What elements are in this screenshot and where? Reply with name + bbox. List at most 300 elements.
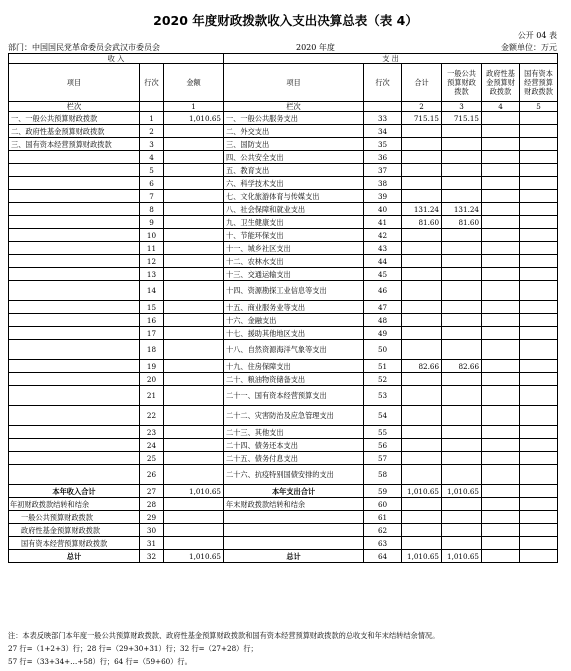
income-item-cell <box>9 426 140 439</box>
income-item-cell <box>9 229 140 242</box>
general-budget-cell <box>442 452 482 465</box>
total-cell <box>402 439 442 452</box>
general-budget-cell: 131.24 <box>442 203 482 216</box>
income-item-cell <box>9 242 140 255</box>
table-row <box>9 498 558 511</box>
general-budget-header: 一般公共预算财政拨款 <box>442 64 482 102</box>
state-capital-cell <box>520 138 558 151</box>
income-amount-header: 金额 <box>164 64 224 102</box>
table-row <box>9 327 558 340</box>
income-item-cell: 本年收入合计 <box>9 485 140 498</box>
total-cell: 131.24 <box>402 203 442 216</box>
table-row <box>9 439 558 452</box>
department-label: 部门：中国国民党革命委员会武汉市委员会 <box>8 43 160 52</box>
expense-line-cell: 42 <box>364 229 402 242</box>
income-line-cell: 9 <box>140 216 164 229</box>
footnote-line: 57 行=（33+34+…+58）行；64 行=（59+60）行。 <box>8 657 192 666</box>
expense-line-cell: 45 <box>364 268 402 281</box>
income-line-cell: 1 <box>140 112 164 125</box>
state-capital-cell <box>520 327 558 340</box>
income-line-cell: 25 <box>140 452 164 465</box>
state-capital-cell <box>520 203 558 216</box>
total-cell <box>402 255 442 268</box>
expense-item-cell: 八、社会保障和就业支出 <box>224 203 364 216</box>
total-cell <box>402 229 442 242</box>
state-capital-cell <box>520 177 558 190</box>
income-line-cell: 3 <box>140 138 164 151</box>
general-budget-cell <box>442 439 482 452</box>
income-line-cell: 24 <box>140 439 164 452</box>
income-amount-cell <box>164 190 224 203</box>
column-number-cell: 1 <box>164 102 224 112</box>
income-amount-cell <box>164 537 224 550</box>
total-cell <box>402 327 442 340</box>
general-budget-cell <box>442 340 482 360</box>
expense-line-cell: 39 <box>364 190 402 203</box>
expense-line-cell: 57 <box>364 452 402 465</box>
state-capital-cell <box>520 255 558 268</box>
expense-section-header: 支 出 <box>224 54 558 64</box>
gov-fund-cell <box>482 242 520 255</box>
general-budget-cell <box>442 465 482 485</box>
general-budget-cell <box>442 190 482 203</box>
income-item-cell <box>9 373 140 386</box>
table-row <box>9 203 558 216</box>
state-capital-cell <box>520 439 558 452</box>
income-item-cell <box>9 268 140 281</box>
general-budget-cell <box>442 426 482 439</box>
total-cell <box>402 190 442 203</box>
income-amount-cell <box>164 465 224 485</box>
table-row <box>9 465 558 485</box>
income-amount-cell <box>164 439 224 452</box>
gov-fund-cell <box>482 373 520 386</box>
expense-item-cell: 十八、自然资源海洋气象等支出 <box>224 340 364 360</box>
total-cell <box>402 242 442 255</box>
income-item-cell: 一、一般公共预算财政拨款 <box>9 112 140 125</box>
income-amount-cell <box>164 524 224 537</box>
expense-line-cell: 34 <box>364 125 402 138</box>
state-capital-cell <box>520 301 558 314</box>
form-code: 公开 04 表 <box>517 31 557 40</box>
general-budget-cell <box>442 511 482 524</box>
general-budget-cell <box>442 177 482 190</box>
total-cell <box>402 281 442 301</box>
total-cell: 82.66 <box>402 360 442 373</box>
expense-item-cell: 十三、交通运输支出 <box>224 268 364 281</box>
state-capital-cell <box>520 426 558 439</box>
column-number-row <box>9 102 558 112</box>
income-line-cell: 26 <box>140 465 164 485</box>
state-capital-cell <box>520 314 558 327</box>
table-row <box>9 452 558 465</box>
income-amount-cell <box>164 327 224 340</box>
general-budget-cell <box>442 327 482 340</box>
table-row <box>9 112 558 125</box>
expense-line-cell: 58 <box>364 465 402 485</box>
state-capital-cell <box>520 216 558 229</box>
gov-fund-cell <box>482 190 520 203</box>
table-row <box>9 125 558 138</box>
state-capital-cell <box>520 511 558 524</box>
column-number-cell <box>140 102 164 112</box>
general-budget-cell <box>442 281 482 301</box>
income-item-cell <box>9 439 140 452</box>
gov-fund-cell <box>482 406 520 426</box>
expense-line-cell: 46 <box>364 281 402 301</box>
expense-line-cell: 48 <box>364 314 402 327</box>
income-line-cell: 2 <box>140 125 164 138</box>
income-line-cell: 17 <box>140 327 164 340</box>
income-line-cell: 10 <box>140 229 164 242</box>
income-line-cell: 14 <box>140 281 164 301</box>
column-number-cell <box>364 102 402 112</box>
income-amount-cell <box>164 406 224 426</box>
gov-fund-cell <box>482 327 520 340</box>
report-meta <box>8 42 557 53</box>
total-cell: 1,010.65 <box>402 485 442 498</box>
expense-line-cell: 51 <box>364 360 402 373</box>
column-number-cell: 4 <box>482 102 520 112</box>
gov-fund-cell <box>482 314 520 327</box>
income-line-cell: 22 <box>140 406 164 426</box>
total-cell <box>402 138 442 151</box>
total-cell <box>402 301 442 314</box>
gov-fund-cell <box>482 498 520 511</box>
income-line-cell: 12 <box>140 255 164 268</box>
gov-fund-cell <box>482 465 520 485</box>
state-capital-cell <box>520 386 558 406</box>
general-budget-cell: 1,010.65 <box>442 550 482 563</box>
expense-item-cell: 十九、住房保障支出 <box>224 360 364 373</box>
income-amount-cell <box>164 452 224 465</box>
table-row <box>9 242 558 255</box>
income-line-cell: 16 <box>140 314 164 327</box>
income-line-header: 行次 <box>140 64 164 102</box>
income-item-cell: 国有资本经营预算财政拨款 <box>9 537 140 550</box>
table-row <box>9 138 558 151</box>
expense-item-cell: 六、科学技术支出 <box>224 177 364 190</box>
expense-line-cell: 44 <box>364 255 402 268</box>
state-capital-cell <box>520 465 558 485</box>
table-row <box>9 216 558 229</box>
state-capital-cell <box>520 281 558 301</box>
income-item-cell: 一般公共预算财政拨款 <box>9 511 140 524</box>
table-row <box>9 151 558 164</box>
income-amount-cell <box>164 511 224 524</box>
gov-fund-cell <box>482 151 520 164</box>
table-body <box>9 112 558 563</box>
table-row <box>9 314 558 327</box>
general-budget-cell: 81.60 <box>442 216 482 229</box>
expense-item-cell: 十七、援助其他地区支出 <box>224 327 364 340</box>
total-cell <box>402 511 442 524</box>
expense-line-cell: 47 <box>364 301 402 314</box>
gov-fund-cell <box>482 426 520 439</box>
expense-line-cell: 64 <box>364 550 402 563</box>
income-amount-cell <box>164 164 224 177</box>
gov-fund-header: 政府性基金预算财政拨款 <box>482 64 520 102</box>
expense-item-header: 项目 <box>224 64 364 102</box>
income-amount-cell <box>164 216 224 229</box>
gov-fund-cell <box>482 524 520 537</box>
total-cell <box>402 406 442 426</box>
income-item-cell <box>9 190 140 203</box>
gov-fund-cell <box>482 268 520 281</box>
expense-item-cell: 一、一般公共服务支出 <box>224 112 364 125</box>
total-cell: 1,010.65 <box>402 550 442 563</box>
general-budget-cell <box>442 125 482 138</box>
total-cell <box>402 268 442 281</box>
total-cell <box>402 125 442 138</box>
general-budget-cell <box>442 301 482 314</box>
expense-item-cell: 二十、粮油物资储备支出 <box>224 373 364 386</box>
table-row <box>9 177 558 190</box>
table-row <box>9 537 558 550</box>
gov-fund-cell <box>482 301 520 314</box>
income-item-cell <box>9 314 140 327</box>
income-amount-cell <box>164 203 224 216</box>
income-amount-cell <box>164 498 224 511</box>
income-line-cell: 29 <box>140 511 164 524</box>
expense-line-cell: 52 <box>364 373 402 386</box>
expense-item-cell: 二十三、其他支出 <box>224 426 364 439</box>
table-row <box>9 550 558 563</box>
income-line-cell: 28 <box>140 498 164 511</box>
state-capital-cell <box>520 485 558 498</box>
total-cell <box>402 151 442 164</box>
state-capital-cell <box>520 125 558 138</box>
table-row <box>9 373 558 386</box>
income-item-cell: 三、国有资本经营预算财政拨款 <box>9 138 140 151</box>
expense-item-cell: 二十六、抗疫特别国债安排的支出 <box>224 465 364 485</box>
expense-item-cell: 十、节能环保支出 <box>224 229 364 242</box>
income-item-header: 项目 <box>9 64 140 102</box>
unit-label: 金额单位：万元 <box>501 43 557 52</box>
table-row <box>9 524 558 537</box>
income-item-cell <box>9 301 140 314</box>
general-budget-cell <box>442 537 482 550</box>
general-budget-cell <box>442 373 482 386</box>
income-item-cell <box>9 386 140 406</box>
income-amount-cell <box>164 426 224 439</box>
expense-line-cell: 55 <box>364 426 402 439</box>
income-line-cell: 18 <box>140 340 164 360</box>
state-capital-cell <box>520 498 558 511</box>
expense-line-cell: 61 <box>364 511 402 524</box>
income-section-header: 收 入 <box>9 54 224 64</box>
total-cell <box>402 498 442 511</box>
footnote-line: 27 行=（1+2+3）行；28 行=（29+30+31）行；32 行=（27+28）行； <box>8 644 258 653</box>
general-budget-cell: 715.15 <box>442 112 482 125</box>
total-cell <box>402 164 442 177</box>
expense-line-cell: 43 <box>364 242 402 255</box>
income-amount-cell <box>164 138 224 151</box>
general-budget-cell <box>442 386 482 406</box>
state-capital-cell <box>520 151 558 164</box>
gov-fund-cell <box>482 511 520 524</box>
header-row-sections <box>9 54 558 64</box>
table-row <box>9 190 558 203</box>
income-amount-cell <box>164 177 224 190</box>
expense-item-cell: 十一、城乡社区支出 <box>224 242 364 255</box>
gov-fund-cell <box>482 112 520 125</box>
expense-item-cell: 十四、资源勘探工业信息等支出 <box>224 281 364 301</box>
gov-fund-cell <box>482 452 520 465</box>
table-row <box>9 511 558 524</box>
table-row <box>9 164 558 177</box>
state-capital-cell <box>520 190 558 203</box>
expense-line-cell: 40 <box>364 203 402 216</box>
expense-item-cell: 二十四、债务还本支出 <box>224 439 364 452</box>
state-capital-cell <box>520 524 558 537</box>
income-line-cell: 19 <box>140 360 164 373</box>
total-cell: 81.60 <box>402 216 442 229</box>
expense-line-cell: 50 <box>364 340 402 360</box>
income-item-cell <box>9 281 140 301</box>
income-line-cell: 15 <box>140 301 164 314</box>
income-item-cell <box>9 465 140 485</box>
expense-item-cell: 十五、商业服务业等支出 <box>224 301 364 314</box>
income-item-cell <box>9 164 140 177</box>
total-cell <box>402 537 442 550</box>
table-row <box>9 386 558 406</box>
income-amount-cell: 1,010.65 <box>164 485 224 498</box>
state-capital-cell <box>520 373 558 386</box>
total-cell <box>402 314 442 327</box>
general-budget-cell <box>442 138 482 151</box>
income-item-cell <box>9 151 140 164</box>
total-cell <box>402 465 442 485</box>
state-capital-cell <box>520 268 558 281</box>
state-capital-cell <box>520 537 558 550</box>
state-capital-cell <box>520 550 558 563</box>
state-capital-cell <box>520 360 558 373</box>
expense-line-cell: 54 <box>364 406 402 426</box>
general-budget-cell <box>442 164 482 177</box>
expense-item-cell: 本年支出合计 <box>224 485 364 498</box>
income-line-cell: 11 <box>140 242 164 255</box>
income-amount-cell <box>164 125 224 138</box>
general-budget-cell <box>442 255 482 268</box>
income-amount-cell <box>164 386 224 406</box>
income-amount-cell <box>164 229 224 242</box>
expense-item-cell: 二、外交支出 <box>224 125 364 138</box>
total-cell <box>402 386 442 406</box>
gov-fund-cell <box>482 485 520 498</box>
expense-item-cell: 二十二、灾害防治及应急管理支出 <box>224 406 364 426</box>
column-label: 栏次 <box>224 102 364 112</box>
gov-fund-cell <box>482 386 520 406</box>
gov-fund-cell <box>482 439 520 452</box>
income-line-cell: 21 <box>140 386 164 406</box>
gov-fund-cell <box>482 138 520 151</box>
expense-line-cell: 63 <box>364 537 402 550</box>
table-row <box>9 426 558 439</box>
income-line-cell: 7 <box>140 190 164 203</box>
column-number-cell: 2 <box>402 102 442 112</box>
income-item-cell <box>9 406 140 426</box>
state-capital-header: 国有资本经营预算财政拨款 <box>520 64 558 102</box>
general-budget-cell <box>442 268 482 281</box>
general-budget-cell <box>442 242 482 255</box>
table-row <box>9 301 558 314</box>
expense-item-cell <box>224 537 364 550</box>
expense-line-cell: 37 <box>364 164 402 177</box>
budget-table <box>8 53 558 563</box>
expense-line-cell: 41 <box>364 216 402 229</box>
table-row <box>9 229 558 242</box>
table-row <box>9 360 558 373</box>
expense-line-cell: 62 <box>364 524 402 537</box>
gov-fund-cell <box>482 537 520 550</box>
gov-fund-cell <box>482 360 520 373</box>
income-item-cell <box>9 216 140 229</box>
income-line-cell: 6 <box>140 177 164 190</box>
income-item-cell <box>9 452 140 465</box>
income-line-cell: 5 <box>140 164 164 177</box>
income-line-cell: 4 <box>140 151 164 164</box>
income-line-cell: 30 <box>140 524 164 537</box>
income-line-cell: 20 <box>140 373 164 386</box>
total-cell <box>402 524 442 537</box>
gov-fund-cell <box>482 340 520 360</box>
income-item-cell <box>9 340 140 360</box>
gov-fund-cell <box>482 164 520 177</box>
income-amount-cell <box>164 340 224 360</box>
income-amount-cell <box>164 268 224 281</box>
expense-item-cell <box>224 524 364 537</box>
expense-line-cell: 53 <box>364 386 402 406</box>
expense-item-cell: 十二、农林水支出 <box>224 255 364 268</box>
income-item-cell <box>9 327 140 340</box>
total-cell <box>402 340 442 360</box>
expense-line-header: 行次 <box>364 64 402 102</box>
income-line-cell: 23 <box>140 426 164 439</box>
general-budget-cell <box>442 498 482 511</box>
table-row <box>9 281 558 301</box>
income-amount-cell <box>164 281 224 301</box>
income-item-cell: 政府性基金预算财政拨款 <box>9 524 140 537</box>
income-line-cell: 32 <box>140 550 164 563</box>
gov-fund-cell <box>482 216 520 229</box>
total-cell: 715.15 <box>402 112 442 125</box>
gov-fund-cell <box>482 203 520 216</box>
expense-line-cell: 49 <box>364 327 402 340</box>
footnote-line: 注：本表反映部门本年度一般公共预算财政拨款、政府性基金预算财政拨款和国有资本经营预算财政拨款的总收支和年末结转结余情况。 <box>8 631 440 640</box>
income-amount-cell <box>164 373 224 386</box>
expense-item-cell: 四、公共安全支出 <box>224 151 364 164</box>
income-amount-cell: 1,010.65 <box>164 112 224 125</box>
income-item-cell <box>9 255 140 268</box>
total-header: 合计 <box>402 64 442 102</box>
state-capital-cell <box>520 164 558 177</box>
income-item-cell <box>9 360 140 373</box>
state-capital-cell <box>520 452 558 465</box>
state-capital-cell <box>520 112 558 125</box>
expense-item-cell: 总计 <box>224 550 364 563</box>
income-amount-cell <box>164 314 224 327</box>
expense-line-cell: 56 <box>364 439 402 452</box>
expense-item-cell: 三、国防支出 <box>224 138 364 151</box>
expense-line-cell: 36 <box>364 151 402 164</box>
general-budget-cell: 82.66 <box>442 360 482 373</box>
expense-item-cell: 年末财政拨款结转和结余 <box>224 498 364 511</box>
table-row <box>9 485 558 498</box>
gov-fund-cell <box>482 255 520 268</box>
table-row <box>9 255 558 268</box>
gov-fund-cell <box>482 281 520 301</box>
